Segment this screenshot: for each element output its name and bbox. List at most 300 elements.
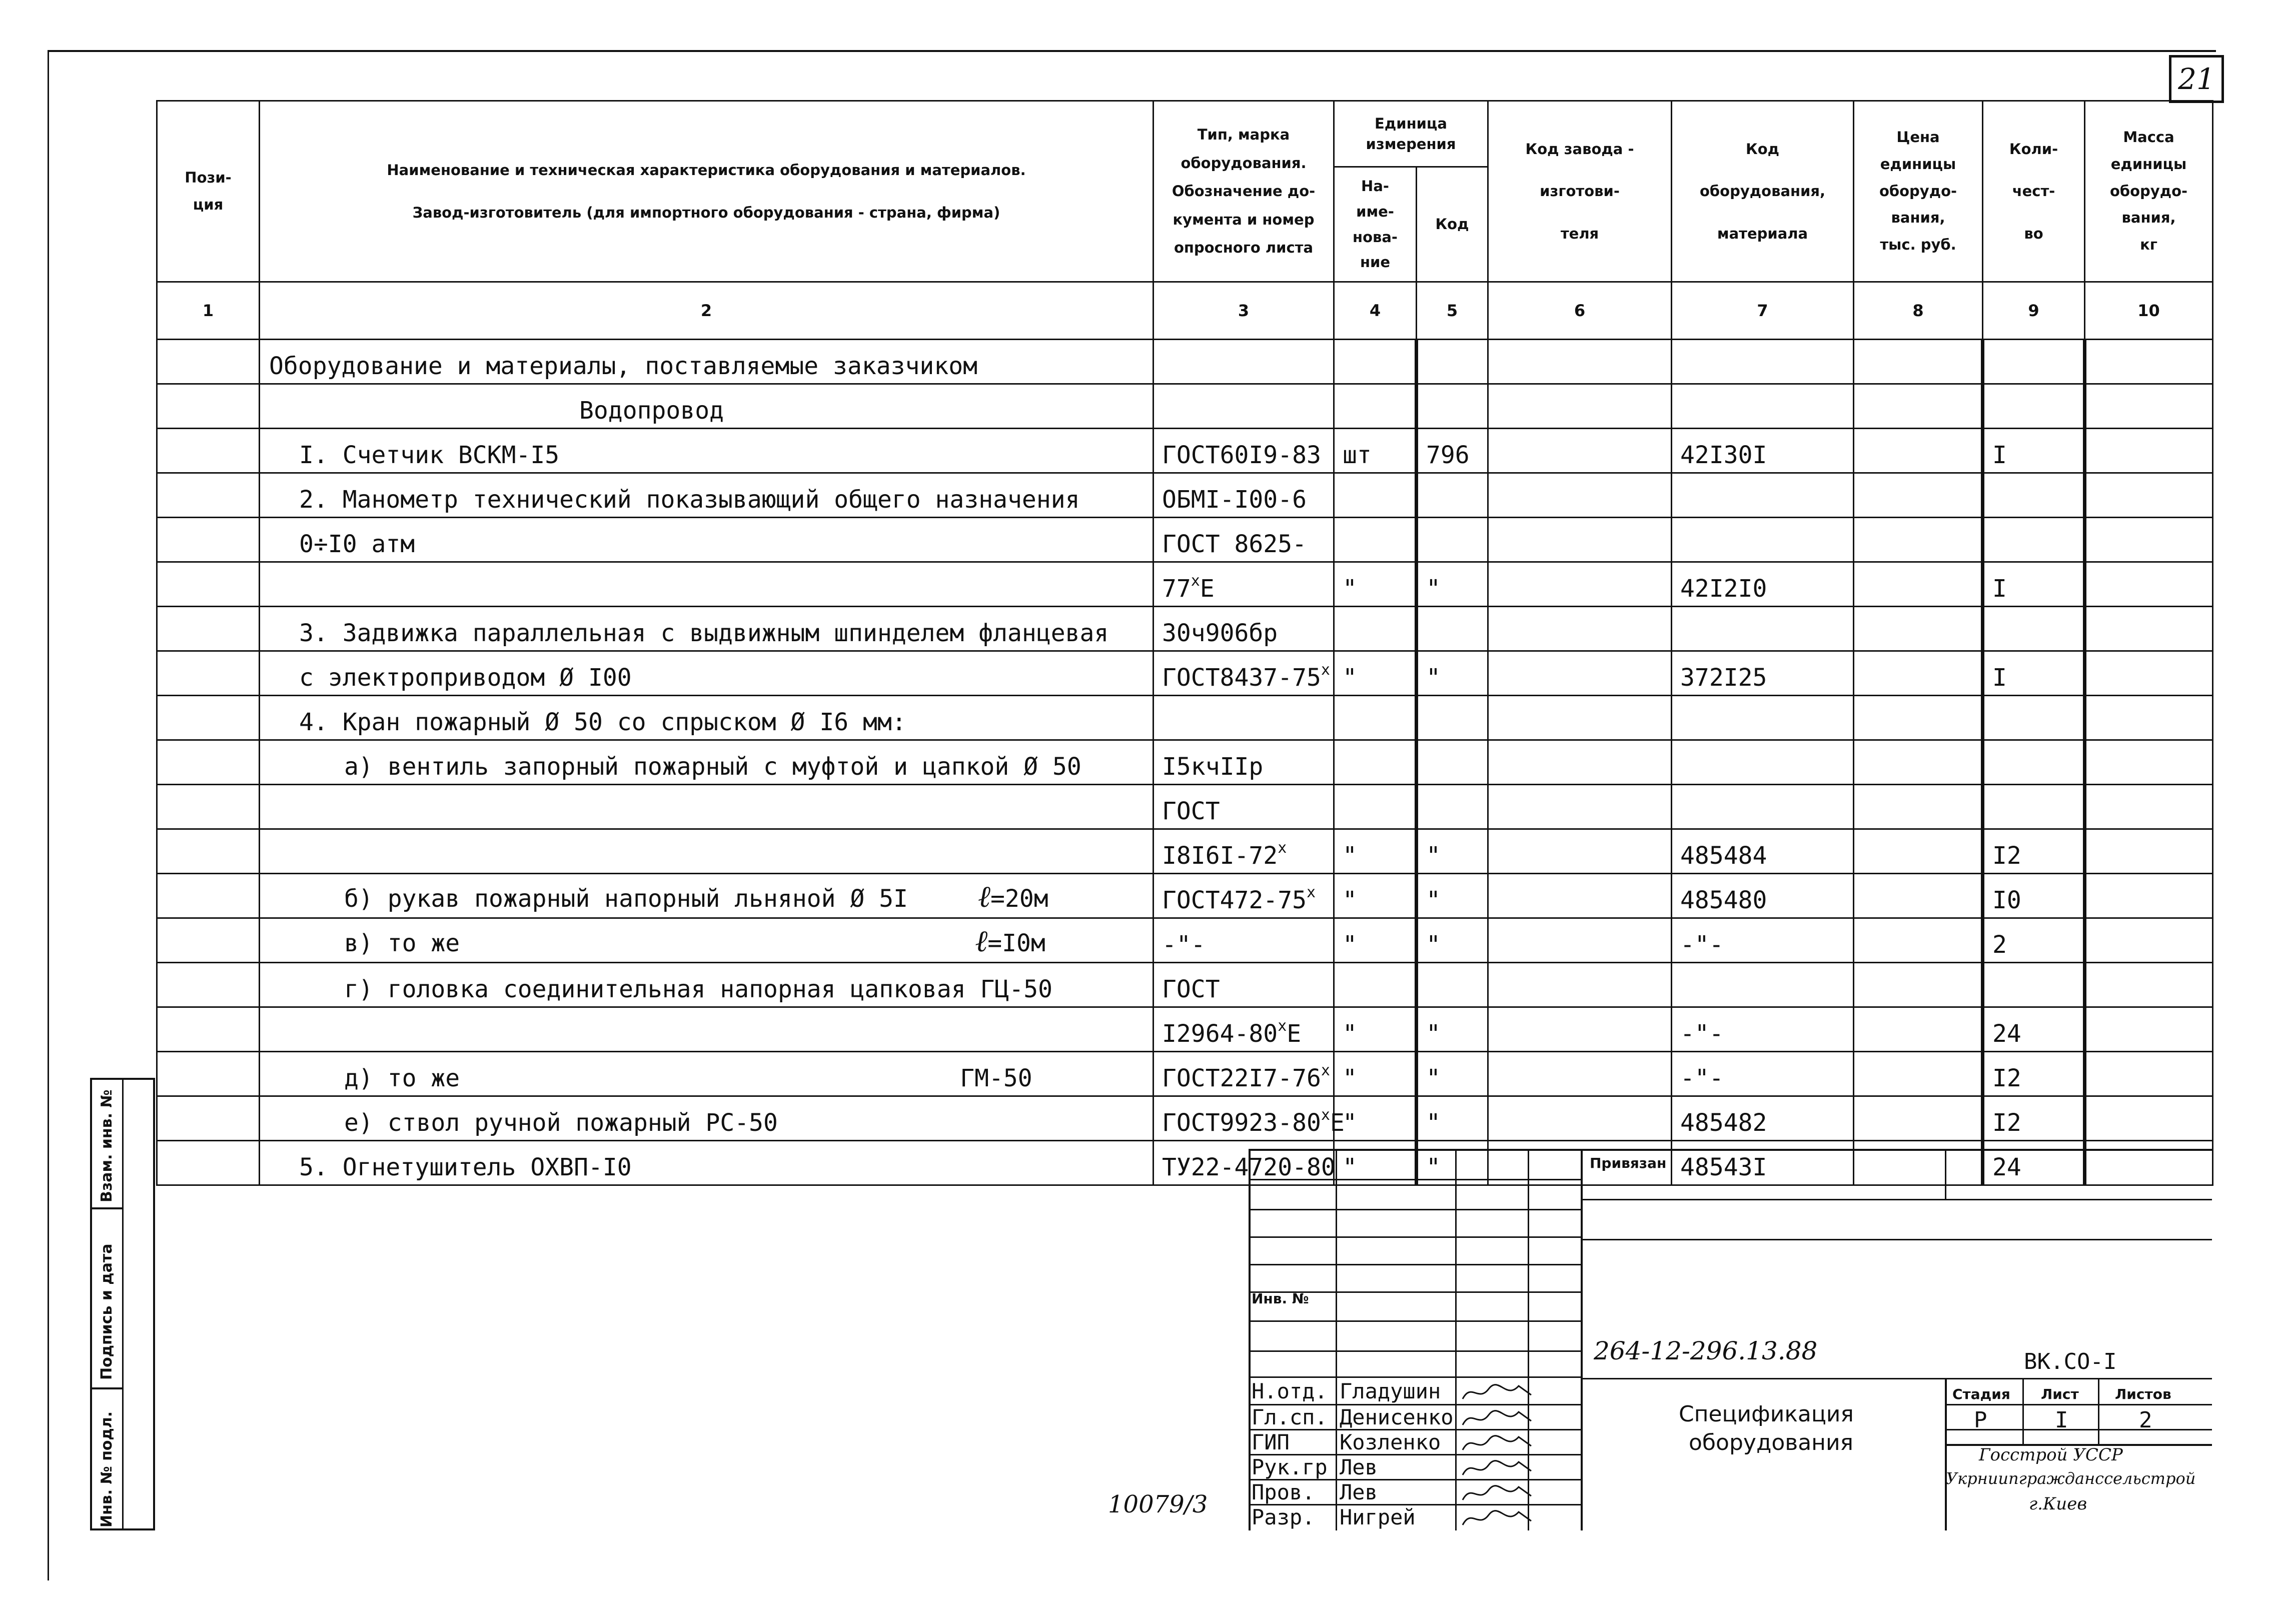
colnum: 2 xyxy=(260,282,1154,340)
table-cell xyxy=(260,518,1154,562)
item-name: а) вентиль запорный пожарный с муфтой и цапкой Ø 50 xyxy=(344,753,1081,781)
table-cell xyxy=(1854,829,1983,874)
table-cell xyxy=(1417,562,1488,607)
table-cell xyxy=(1983,740,2085,785)
table-cell xyxy=(2085,1007,2213,1052)
table-cell xyxy=(1334,473,1417,518)
item-unit-code: " xyxy=(1426,1153,1441,1181)
item-type: ГОСТ22I7-76 xyxy=(1162,1064,1321,1092)
table-cell xyxy=(1672,918,1854,963)
item-type: ГОСТ8437-75 xyxy=(1162,664,1321,692)
signer-name: Нигрей xyxy=(1340,1505,1416,1529)
column-numbers-row xyxy=(157,282,2213,340)
side-stamp-sign-date: Подпись и дата xyxy=(98,1243,116,1380)
table-cell xyxy=(1854,518,1983,562)
table-cell xyxy=(1334,785,1417,829)
table-cell xyxy=(260,963,1154,1007)
table-cell xyxy=(1672,785,1854,829)
table-cell xyxy=(1488,1096,1672,1141)
table-cell xyxy=(1154,829,1334,874)
table-cell xyxy=(1488,607,1672,651)
item-quantity: 24 xyxy=(1992,1020,2021,1048)
table-cell xyxy=(260,651,1154,696)
table-cell xyxy=(1417,829,1488,874)
table-cell xyxy=(2085,785,2213,829)
table-cell xyxy=(157,651,260,696)
table-row xyxy=(157,1096,2213,1141)
title-line-1: Спецификация xyxy=(1679,1401,1854,1427)
table-cell xyxy=(1854,696,1983,740)
type-superscript: x xyxy=(1306,884,1316,901)
table-cell xyxy=(1334,518,1417,562)
table-cell xyxy=(1672,963,1854,1007)
item-unit: шт xyxy=(1343,441,1372,469)
item-name: в) то же xyxy=(344,929,460,957)
table-cell xyxy=(260,384,1154,429)
table-cell xyxy=(1154,874,1334,918)
signer-name: Лев xyxy=(1340,1480,1378,1504)
table-cell xyxy=(1417,740,1488,785)
type-suffix: Е xyxy=(1200,575,1215,603)
item-name: 4. Кран пожарный Ø 50 со спрыском Ø I6 мм: xyxy=(299,708,906,736)
item-name: с электроприводом Ø I00 xyxy=(299,664,632,692)
table-cell xyxy=(1334,340,1417,384)
item-unit-code: " xyxy=(1426,664,1441,692)
table-cell xyxy=(157,518,260,562)
signer-role: Пров. xyxy=(1252,1480,1315,1504)
table-cell xyxy=(260,874,1154,918)
org-line-1: Госстрой УССР xyxy=(1979,1445,2123,1465)
table-cell xyxy=(1334,918,1417,963)
table-cell xyxy=(1488,785,1672,829)
sheets-label: Листов xyxy=(2115,1386,2171,1402)
item-quantity: 24 xyxy=(1992,1153,2021,1181)
table-cell xyxy=(2085,607,2213,651)
sheet-value: I xyxy=(2055,1407,2068,1433)
header-name: Наименование и техническая характеристика оборудования и материалов. Завод-изготовитель (для импортного оборудования - страна, фирма) xyxy=(260,101,1154,282)
table-cell xyxy=(2085,740,2213,785)
item-quantity: I2 xyxy=(1992,842,2021,870)
table-cell xyxy=(1854,651,1983,696)
table-cell xyxy=(1417,384,1488,429)
table-cell xyxy=(1672,829,1854,874)
item-unit-code: 796 xyxy=(1426,441,1470,469)
signer-role: Рук.гр xyxy=(1252,1455,1328,1479)
table-cell xyxy=(1488,1007,1672,1052)
table-cell xyxy=(1983,384,2085,429)
table-cell xyxy=(1488,696,1672,740)
table-cell xyxy=(157,918,260,963)
item-unit-code: " xyxy=(1426,842,1441,870)
table-cell xyxy=(1854,562,1983,607)
table-cell xyxy=(1672,473,1854,518)
table-cell xyxy=(157,429,260,473)
colnum: 10 xyxy=(2085,282,2213,340)
item-type: ГОСТ9923-80 xyxy=(1162,1109,1321,1137)
table-cell xyxy=(2085,874,2213,918)
table-cell xyxy=(1672,1052,1854,1096)
header-unit-name: На- име- нова- ние xyxy=(1334,167,1417,282)
table-cell xyxy=(1154,562,1334,607)
item-equipment-code: 485480 xyxy=(1680,886,1767,914)
table-cell xyxy=(1154,429,1334,473)
item-quantity: I xyxy=(1992,664,2007,692)
table-cell xyxy=(260,607,1154,651)
table-cell xyxy=(1983,1007,2085,1052)
table-cell xyxy=(1417,785,1488,829)
item-name: г) головка соединительная напорная цапковая ГЦ-50 xyxy=(344,975,1053,1003)
table-cell xyxy=(1672,340,1854,384)
table-cell xyxy=(1417,963,1488,1007)
specification-table xyxy=(156,100,2213,1186)
org-line-2: Укрниипгражданссельстрой xyxy=(1946,1469,2196,1488)
table-cell xyxy=(2085,518,2213,562)
item-unit: " xyxy=(1343,1109,1357,1137)
table-cell xyxy=(1154,607,1334,651)
table-cell xyxy=(1672,696,1854,740)
sheet-left-border xyxy=(48,50,49,1580)
table-cell xyxy=(157,607,260,651)
table-cell xyxy=(1672,1096,1854,1141)
table-cell xyxy=(1417,1096,1488,1141)
item-unit: " xyxy=(1343,1064,1357,1092)
table-cell xyxy=(1672,607,1854,651)
item-type: I5кчIIр xyxy=(1162,753,1264,781)
table-cell xyxy=(1417,874,1488,918)
item-length: =20м xyxy=(990,885,1048,913)
table-cell xyxy=(2085,918,2213,963)
table-cell xyxy=(260,340,1154,384)
table-cell xyxy=(1154,740,1334,785)
table-cell xyxy=(1488,473,1672,518)
signature-icon xyxy=(1459,1431,1534,1456)
table-cell xyxy=(1854,740,1983,785)
item-type: 30ч906бр xyxy=(1162,619,1278,647)
item-unit-code: " xyxy=(1426,931,1441,959)
table-row xyxy=(157,963,2213,1007)
table-cell xyxy=(1983,1052,2085,1096)
item-unit: " xyxy=(1343,664,1357,692)
signer-role: Разр. xyxy=(1252,1505,1315,1529)
type-suffix: Е xyxy=(1287,1020,1302,1048)
item-unit: " xyxy=(1343,842,1357,870)
table-cell xyxy=(157,740,260,785)
table-cell xyxy=(1488,874,1672,918)
item-quantity: 2 xyxy=(1992,931,2007,959)
table-cell xyxy=(260,785,1154,829)
table-cell xyxy=(260,1052,1154,1096)
table-cell xyxy=(1417,518,1488,562)
item-type: ОБМI-I00-6 xyxy=(1162,486,1307,514)
table-cell xyxy=(1154,1007,1334,1052)
item-name: Водопровод xyxy=(579,397,724,425)
signer-name: Денисенко xyxy=(1340,1405,1454,1429)
signer-name: Гладушин xyxy=(1340,1379,1441,1403)
table-cell xyxy=(1417,607,1488,651)
item-mark: ГМ-50 xyxy=(960,1064,1032,1092)
table-cell xyxy=(1334,740,1417,785)
header-unit-mass: Масса единицы оборудо- вания, кг xyxy=(2085,101,2213,282)
table-row xyxy=(157,785,2213,829)
table-cell xyxy=(1983,518,2085,562)
table-cell xyxy=(2085,963,2213,1007)
table-cell xyxy=(1672,874,1854,918)
table-cell xyxy=(1417,918,1488,963)
table-row xyxy=(157,1007,2213,1052)
stage-value: Р xyxy=(1974,1407,1987,1433)
table-cell xyxy=(1334,1052,1417,1096)
table-cell xyxy=(1672,384,1854,429)
item-equipment-code: 485484 xyxy=(1680,842,1767,870)
table-cell xyxy=(1417,473,1488,518)
item-unit-code: " xyxy=(1426,1020,1441,1048)
colnum: 4 xyxy=(1334,282,1417,340)
item-type: I2964-80 xyxy=(1162,1020,1278,1048)
table-cell xyxy=(1488,518,1672,562)
item-type: ГОСТ60I9-83 xyxy=(1162,441,1321,469)
table-cell xyxy=(1854,1007,1983,1052)
table-cell xyxy=(2085,562,2213,607)
item-unit: " xyxy=(1343,931,1357,959)
table-cell xyxy=(1488,1052,1672,1096)
item-unit: " xyxy=(1343,575,1357,603)
title-line-2: оборудования xyxy=(1689,1430,1854,1455)
table-cell xyxy=(1672,651,1854,696)
table-cell xyxy=(1154,384,1334,429)
item-unit: " xyxy=(1343,1153,1357,1181)
table-cell xyxy=(157,1052,260,1096)
table-cell xyxy=(157,1096,260,1141)
item-name: 3. Задвижка параллельная с выдвижным шпинделем фланцевая xyxy=(299,619,1109,647)
sheet-number: 21 xyxy=(2169,55,2224,103)
table-row xyxy=(157,918,2213,963)
signer-role: ГИП xyxy=(1252,1430,1290,1454)
table-cell xyxy=(2085,429,2213,473)
table-cell xyxy=(2085,1052,2213,1096)
signature-icon xyxy=(1459,1456,1534,1481)
item-quantity: I2 xyxy=(1992,1109,2021,1137)
table-row xyxy=(157,340,2213,384)
table-cell xyxy=(157,1141,260,1185)
type-superscript: x xyxy=(1321,1106,1330,1124)
signer-role: Н.отд. xyxy=(1252,1379,1328,1403)
table-row xyxy=(157,874,2213,918)
inv-no-label: Инв. № xyxy=(1252,1290,1309,1307)
table-cell xyxy=(1983,473,2085,518)
table-cell xyxy=(260,696,1154,740)
side-stamp-divider xyxy=(92,1207,122,1209)
table-cell xyxy=(157,696,260,740)
item-unit: " xyxy=(1343,886,1357,914)
stage-label: Стадия xyxy=(1952,1386,2010,1402)
item-quantity: I2 xyxy=(1992,1064,2021,1092)
item-equipment-code: -"- xyxy=(1680,1064,1724,1092)
table-cell xyxy=(2085,473,2213,518)
type-superscript: x xyxy=(1278,1017,1287,1035)
table-cell xyxy=(157,785,260,829)
table-cell xyxy=(1983,429,2085,473)
table-cell xyxy=(1154,1052,1334,1096)
item-type: ГОСТ xyxy=(1162,975,1220,1003)
title-block xyxy=(1249,1149,2212,1530)
item-unit-code: " xyxy=(1426,886,1441,914)
type-superscript: x xyxy=(1321,661,1330,679)
table-cell xyxy=(1154,696,1334,740)
header-factory-code: Код завода - изготови- теля xyxy=(1488,101,1672,282)
colnum: 5 xyxy=(1417,282,1488,340)
item-equipment-code: 372I25 xyxy=(1680,664,1767,692)
item-name: б) рукав пожарный напорный льняной Ø 5I xyxy=(344,885,908,913)
table-cell xyxy=(1983,785,2085,829)
item-name: е) ствол ручной пожарный РС-50 xyxy=(344,1109,778,1137)
table-cell xyxy=(1154,918,1334,963)
table-cell xyxy=(1154,1096,1345,1141)
table-cell xyxy=(157,1007,260,1052)
table-cell xyxy=(157,829,260,874)
table-cell xyxy=(1154,340,1334,384)
header-unit-price: Цена единицы оборудо- вания, тыс. руб. xyxy=(1854,101,1983,282)
signature-icon xyxy=(1459,1506,1534,1531)
item-quantity: I xyxy=(1992,441,2007,469)
item-equipment-code: 48543I xyxy=(1680,1153,1767,1181)
colnum: 8 xyxy=(1854,282,1983,340)
table-cell xyxy=(1854,340,1983,384)
table-cell xyxy=(1983,829,2085,874)
table-cell xyxy=(1854,918,1983,963)
table-cell xyxy=(1334,829,1417,874)
table-cell xyxy=(1417,340,1488,384)
table-cell xyxy=(1334,384,1417,429)
item-unit-code: " xyxy=(1426,575,1441,603)
header-equipment-code: Код оборудования, материала xyxy=(1672,101,1854,282)
table-cell xyxy=(260,429,1154,473)
table-cell xyxy=(1983,340,2085,384)
table-cell xyxy=(1672,429,1854,473)
table-row xyxy=(157,473,2213,518)
table-cell xyxy=(1983,918,2085,963)
table-cell xyxy=(1488,651,1672,696)
item-length: =I0м xyxy=(987,929,1045,957)
table-cell xyxy=(1488,340,1672,384)
item-equipment-code: -"- xyxy=(1680,1020,1724,1048)
item-name: 2. Манометр технический показывающий общего назначения xyxy=(299,486,1080,514)
table-row xyxy=(157,384,2213,429)
table-cell xyxy=(1672,740,1854,785)
item-name: I. Счетчик ВСКМ-I5 xyxy=(299,441,560,469)
signer-role: Гл.сп. xyxy=(1252,1405,1328,1429)
table-cell xyxy=(1983,696,2085,740)
table-cell xyxy=(2085,829,2213,874)
table-cell xyxy=(1334,874,1417,918)
table-cell xyxy=(157,963,260,1007)
table-cell xyxy=(260,829,1154,874)
signature-icon xyxy=(1459,1380,1534,1405)
table-cell xyxy=(1854,785,1983,829)
table-cell xyxy=(1154,651,1334,696)
table-cell xyxy=(1983,874,2085,918)
side-stamp-inv-no-sub: Инв. № подл. xyxy=(98,1411,116,1527)
table-cell xyxy=(260,1141,1154,1185)
signature-icon xyxy=(1459,1481,1534,1506)
length-symbol: ℓ xyxy=(978,879,991,914)
table-cell xyxy=(1334,651,1417,696)
table-cell xyxy=(1334,562,1417,607)
table-row xyxy=(157,829,2213,874)
item-type: I8I6I-72 xyxy=(1162,842,1278,870)
table-row xyxy=(157,696,2213,740)
header-position: Пози- ция xyxy=(157,101,260,282)
table-cell xyxy=(1154,518,1334,562)
table-cell xyxy=(1154,785,1334,829)
item-unit-code: " xyxy=(1426,1109,1441,1137)
table-cell xyxy=(1672,1007,1854,1052)
item-type: ГОСТ xyxy=(1162,797,1220,825)
table-cell xyxy=(2085,1096,2213,1141)
table-cell xyxy=(1154,473,1334,518)
table-row xyxy=(157,562,2213,607)
sheet-top-border xyxy=(48,50,2216,52)
colnum: 1 xyxy=(157,282,260,340)
org-line-3: г.Киев xyxy=(2029,1494,2087,1514)
table-cell xyxy=(1334,696,1417,740)
item-quantity: I xyxy=(1992,575,2007,603)
table-cell xyxy=(1854,429,1983,473)
table-cell xyxy=(1983,1096,2085,1141)
signature-icon xyxy=(1459,1406,1534,1431)
item-type: -"- xyxy=(1162,931,1206,959)
table-cell xyxy=(1854,874,1983,918)
item-type: ГОСТ472-75 xyxy=(1162,886,1307,914)
colnum: 7 xyxy=(1672,282,1854,340)
privyazan-label: Привязан xyxy=(1590,1155,1667,1171)
table-cell xyxy=(1334,1007,1417,1052)
table-cell xyxy=(1983,963,2085,1007)
table-cell xyxy=(157,473,260,518)
table-cell xyxy=(157,874,260,918)
item-equipment-code: 485482 xyxy=(1680,1109,1767,1137)
type-superscript: x xyxy=(1278,839,1287,857)
table-cell xyxy=(260,473,1154,518)
table-cell xyxy=(1672,562,1854,607)
table-cell xyxy=(1983,607,2085,651)
table-row xyxy=(157,1052,2213,1096)
item-name: 0÷I0 атм xyxy=(299,530,415,558)
table-cell xyxy=(2085,696,2213,740)
colnum: 3 xyxy=(1154,282,1334,340)
table-cell xyxy=(157,562,260,607)
colnum: 6 xyxy=(1488,282,1672,340)
table-cell xyxy=(260,562,1154,607)
colnum: 9 xyxy=(1983,282,2085,340)
table-cell xyxy=(260,1096,1154,1141)
table-cell xyxy=(1417,1007,1488,1052)
item-name: Оборудование и материалы, поставляемые заказчиком xyxy=(269,352,978,380)
item-name: д) то же xyxy=(344,1064,460,1092)
table-cell xyxy=(1983,562,2085,607)
table-cell xyxy=(1854,963,1983,1007)
table-cell xyxy=(1854,1052,1983,1096)
table-cell xyxy=(2085,651,2213,696)
sheets-value: 2 xyxy=(2139,1407,2152,1433)
table-cell xyxy=(1334,429,1417,473)
table-cell xyxy=(1154,963,1334,1007)
table-cell xyxy=(1854,384,1983,429)
table-cell xyxy=(1488,918,1672,963)
sheet-code: ВК.СО-I xyxy=(2024,1349,2117,1374)
item-unit: " xyxy=(1343,1020,1357,1048)
table-cell xyxy=(157,340,260,384)
archive-number: 10079/3 xyxy=(1108,1490,1208,1518)
